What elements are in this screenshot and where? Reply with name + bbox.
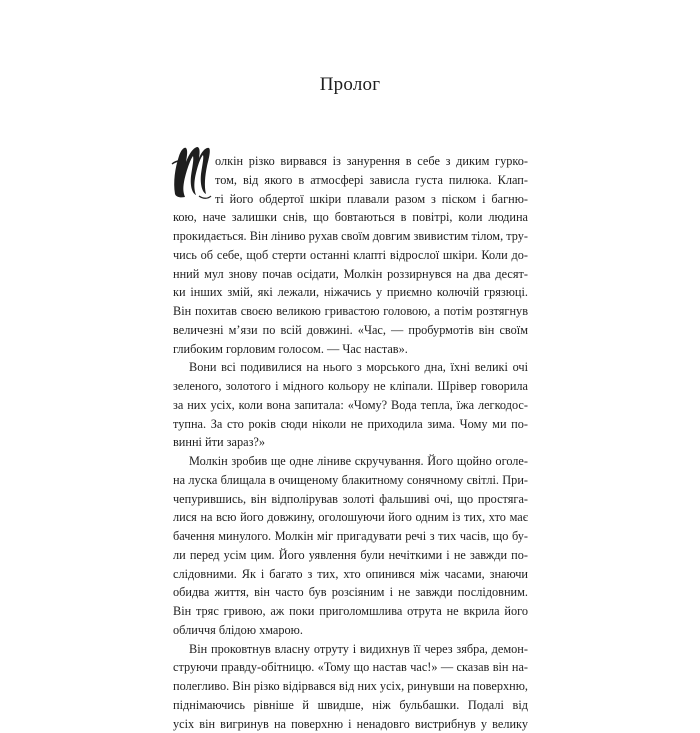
text-line: чепурившись, він відполірував золоті фальшиві очі, що простяга- — [173, 490, 528, 509]
text-line: Він похитав своєю великою гривастою головою, а потім розтягнув — [173, 302, 528, 321]
text-line: нний мул знову почав осідати, Молкін роззирнувся на два десят- — [173, 265, 528, 284]
text-line: Він тряс гривою, аж поки приголомшлива отрута не вкрила його — [173, 602, 528, 621]
text-line: Він проковтнув власну отруту і видихнув її через зябра, демон- — [173, 640, 528, 659]
text-line: полегливо. Він різко відірвався від них усіх, ринувши на поверхню, — [173, 677, 528, 696]
text-line: винні йти зараз?» — [173, 433, 528, 452]
text-line: за них усіх, коли вона запитала: «Чому? Вода тепла, їжа легкодос- — [173, 396, 528, 415]
dropcap-letter-m — [169, 142, 211, 202]
text-line: зеленого, золотого і мідного кольору не кліпали. Шрівер говорила — [173, 377, 528, 396]
text-line: прокидається. Він ліниво рухав своїм довгим звивистим тілом, тру- — [173, 227, 528, 246]
text-line: ті його обдертої шкіри плавали разом з піском і багню- — [173, 190, 528, 209]
text-line: Вони всі подивилися на нього з морського дна, їхні великі очі — [173, 358, 528, 377]
text-line: обидва життя, він часто був розсіяним і не завжди послідовним. — [173, 583, 528, 602]
text-line: Молкін зробив ще одне ліниве скручування. Його щойно оголе- — [173, 452, 528, 471]
text-line: величезні м’язи по всій довжині. «Час, — пробурмотів він своїм — [173, 321, 528, 340]
text-line: піднімаючись рівніше й швидше, ніж бульбашки. Подалі від — [173, 696, 528, 715]
text-line: глибоким горловим голосом. — Час настав». — [173, 340, 528, 359]
paragraph-3 — [173, 452, 528, 640]
text-line: тупна. За сто років сюди ніколи не приходила зима. Чому ми по- — [173, 415, 528, 434]
text-line: обличчя блідою хмарою. — [173, 621, 528, 640]
text-line: том, від якого в атмосфері зависла густа пилюка. Клап- — [173, 171, 528, 190]
paragraph-2 — [173, 358, 528, 452]
text-line: олкін різко вирвався із занурення в себе з диким гурко- — [173, 152, 528, 171]
chapter-body — [173, 152, 528, 733]
paragraph-4 — [173, 640, 528, 733]
text-line: усіх він вигринув на поверхню і ненадовго вистрибнув у велику — [173, 715, 528, 733]
text-line: на луска блищала в очищеному блакитному сонячному світлі. При- — [173, 471, 528, 490]
text-line: слідовними. Як і багато з тих, хто опинився між часами, знаючи — [173, 565, 528, 584]
text-line: чись об себе, щоб стерти останні клапті відрослої шкіри. Коли до- — [173, 246, 528, 265]
text-line: бачення минулого. Молкін міг пригадувати речі з тих часів, що бу- — [173, 527, 528, 546]
chapter-title: Пролог — [0, 74, 700, 96]
text-line: лися на всю його довжину, оголошуючи його одним із тих, хто має — [173, 508, 528, 527]
text-line: кою, наче залишки снів, що бовтаються в повітрі, коли людина — [173, 208, 528, 227]
paragraph-1 — [173, 152, 528, 358]
text-line: струючи правду-обітницю. «Тому що настав час!» — сказав він на- — [173, 658, 528, 677]
text-line: ли перед усім цим. Його уявлення були нечіткими і не завжди по- — [173, 546, 528, 565]
text-line: ки інших змій, які лежали, ніжачись у приємно колючій грязюці. — [173, 283, 528, 302]
